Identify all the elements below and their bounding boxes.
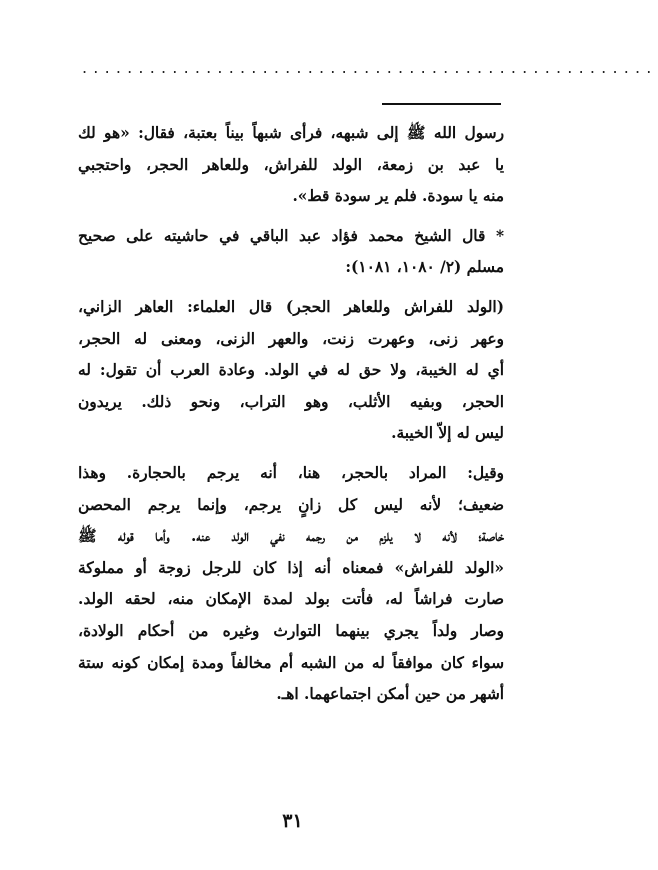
text-line: يا عبد بن زمعة، الولد للفراش، وللعاهر الحجر، واحتجبي: [78, 155, 504, 174]
text-line: ضعيف؛ لأنه ليس كل زانٍ يرجم، وإنما يرجم المحصن: [78, 495, 504, 514]
text-line: سواء كان موافقاً له من الشبه أم مخالفاً ومدة إمكان كونه ستة: [78, 653, 504, 672]
page-body: [78, 118, 504, 711]
footnote-rule: [382, 103, 501, 105]
paragraph-hadith-continuation: [78, 118, 504, 213]
text-line: مسلم (٢/ ١٠٨٠، ١٠٨١):: [345, 258, 504, 277]
dotted-separator: ...................................................: [82, 58, 658, 77]
text-line: رسول الله ﷺ إلى شبهه، فرأى شبهاً بيناً بعتبة، فقال: «هو لك: [78, 124, 504, 142]
text-line: الحجر، وبفيه الأثلب، وهو التراب، ونحو ذلك. يريدون: [78, 392, 504, 411]
text-line: وعهر زنى، وعهرت زنت، والعهر الزنى، ومعنى له الحجر،: [78, 329, 504, 348]
text-line: وقيل: المراد بالحجر، هنا، أنه يرجم بالحجارة. وهذا: [78, 463, 504, 482]
text-line: أي له الخيبة، ولا حق له في الولد. وعادة العرب أن تقول: له: [78, 361, 504, 380]
text-line: صارت فراشاً له، فأتت بولد لمدة الإمكان منه، لحقه الولد.: [78, 590, 504, 609]
text-line: أشهر من حين أمكن اجتماعهما. اهـ.: [276, 685, 504, 704]
text-line: «الولد للفراش» فمعناه أنه إذا كان للرجل زوجة أو مملوكة: [78, 558, 504, 577]
text-line: * قال الشيخ محمد فؤاد عبد الباقي في حاشيته على صحيح: [78, 226, 504, 245]
page-number: ٣١: [282, 810, 303, 832]
text-line: (الولد للفراش وللعاهر الحجر) قال العلماء: العاهر الزاني،: [78, 297, 504, 316]
paragraph-scholars-explanation: [78, 292, 504, 450]
text-line: وصار ولداً يجري بينهما التوارث وغيره من أحكام الولادة،: [78, 621, 504, 640]
text-line: خاصة؛ لأنه لا يلزم من رجمه نفي الولد عنه. وأما قوله ﷺ: [78, 527, 504, 546]
text-line: منه يا سودة. فلم ير سودة قط».: [292, 187, 504, 206]
text-line: ليس له إلاّ الخيبة.: [391, 424, 504, 443]
paragraph-annotation-intro: [78, 221, 504, 284]
paragraph-alternative-view: [78, 458, 504, 711]
